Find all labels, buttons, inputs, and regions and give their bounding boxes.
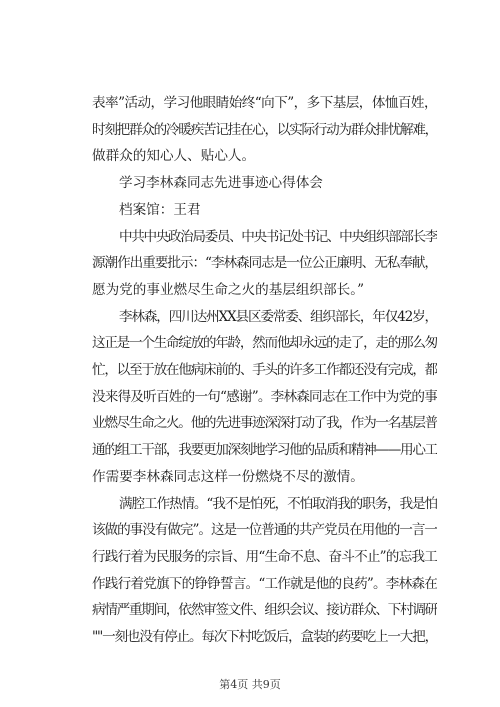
text-line: 李林森，四川达州XX县区委常委、组织部长，年仅42岁，: [119, 308, 437, 325]
body-text: [92, 90, 437, 651]
text-line: 满腔工作热情。“我不是怕死，不怕取消我的职务，我是怕: [119, 495, 437, 512]
text-line: 作践行着党旗下的铮铮誓言。“工作就是他的良药”。李林森在: [92, 575, 437, 592]
text-line: 做群众的知心人、贴心人。: [92, 148, 256, 165]
text-line: 作需要李林森同志这样一份燃烧不尽的激情。: [92, 468, 364, 485]
text-line: 该做的事没有做完”。这是一位普通的共产党员在用他的一言一: [92, 522, 437, 539]
text-line: 通的组工干部，我要更加深刻地学习他的品质和精神——用心工: [92, 442, 437, 459]
text-line: 愿为党的事业燃尽生命之火的基层组织部长。”: [92, 281, 365, 298]
text-line: 中共中央政治局委员、中央书记处书记、中央组织部部长李: [119, 228, 437, 245]
text-line: 时刻把群众的冷暖疾苦记挂在心，以实际行动为群众排忧解难，: [92, 121, 437, 138]
paragraph-text: [92, 90, 437, 651]
page-number: 第4页 共9页: [219, 678, 281, 691]
author-line: 档案馆：王君: [119, 201, 201, 218]
article-title: 学习李林森同志先进事迹心得体会: [119, 175, 323, 192]
text-line: 没来得及听百姓的一句“感谢”。李林森同志在工作中为党的事: [92, 388, 437, 405]
text-line: 表率”活动，学习他眼睛始终“向下”，多下基层，体恤百姓，: [92, 95, 437, 111]
text-line: 这正是一个生命绽放的年龄，然而他却永远的走了，走的那么匆: [92, 335, 437, 352]
text-line: ""一刻也没有停止。每次下村吃饭后，盒装的药要吃上一大把，: [92, 629, 437, 646]
text-line: 业燃尽生命之火。他的先进事迹深深打动了我，作为一名基层普: [92, 415, 437, 432]
text-line: 忙，以至于放在他病床前的、手头的许多工作都还没有完成，都: [92, 362, 437, 379]
text-line: 源潮作出重要批示：“李林森同志是一位公正廉明、无私奉献，: [92, 255, 437, 272]
text-line: 病情严重期间，依然审签文件、组织会议、接访群众、下村调研: [92, 602, 437, 619]
text-line: 行践行着为民服务的宗旨、用“生命不息、奋斗不止”的忘我工: [92, 548, 437, 565]
